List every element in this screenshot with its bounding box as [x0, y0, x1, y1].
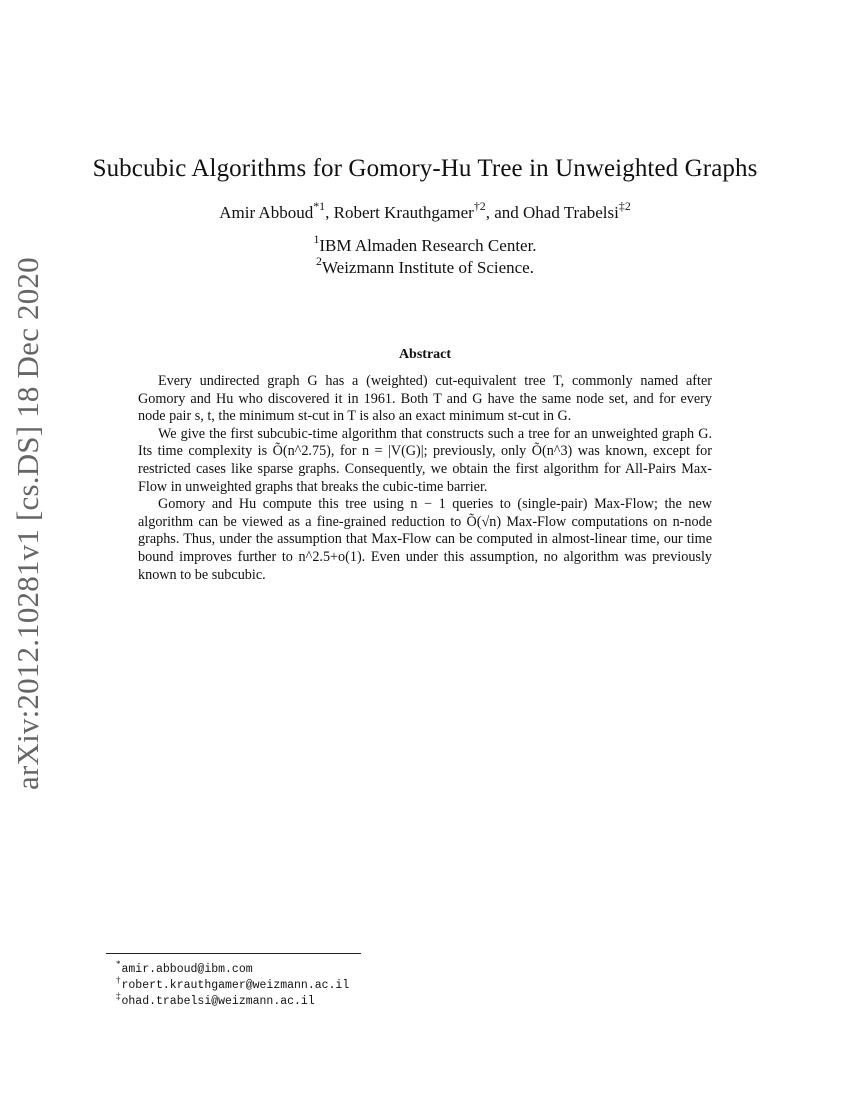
footnote-rule	[106, 953, 361, 954]
arxiv-identifier: arXiv:2012.10281v1 [cs.DS] 18 Dec 2020	[10, 257, 45, 790]
author-separator: , and	[485, 203, 523, 222]
affiliation-name: IBM Almaden Research Center.	[319, 236, 537, 255]
abstract-body	[138, 373, 712, 584]
author-mark: ‡2	[618, 199, 631, 214]
footnote	[116, 975, 349, 992]
footnote	[116, 959, 253, 976]
footnote	[116, 991, 315, 1008]
abstract-paragraph: Every undirected graph G has a (weighted) cut-equivalent tree T, commonly named after Gomory and Hu who discovered it in 1961. Both T and G have the same node set, and for every node pair s, t, the minimum st-cut in T is also an exact minimum st-cut in G.	[138, 373, 712, 425]
footnote-email[interactable]: ohad.trabelsi@weizmann.ac.il	[121, 994, 315, 1008]
author-mark: †2	[473, 199, 486, 214]
affiliation	[0, 232, 850, 256]
affiliation-number: 2	[316, 254, 322, 269]
author-name: Amir Abboud	[219, 203, 314, 222]
affiliation-name: Weizmann Institute of Science.	[321, 258, 534, 277]
author-name: Robert Krauthgamer	[333, 203, 474, 222]
author-separator: ,	[325, 203, 334, 222]
affiliation	[0, 254, 850, 278]
abstract-paragraph: Gomory and Hu compute this tree using n − 1 queries to (single-pair) Max-Flow; the new algorithm can be viewed as a fine-grained reduction to Õ(√n) Max-Flow computations on n-node graphs. Thus, under the assumption that Max-Flow can be computed in almost-linear time, our time bound improves further to n^2.5+o(1). Even under this assumption, no algorithm was previously known to be subcubic.	[138, 496, 712, 583]
abstract-paragraph: We give the first subcubic-time algorithm that constructs such a tree for an unweighted graph G. Its time complexity is Õ(n^2.75), for n = |V(G)|; previously, only Õ(n^3) was known, except for restricted cases like sparse graphs. Consequently, we obtain the first algorithm for All-Pairs Max-Flow in unweighted graphs that breaks the cubic-time barrier.	[138, 425, 712, 495]
paper-title: Subcubic Algorithms for Gomory-Hu Tree in Unweighted Graphs	[92, 155, 758, 182]
author-name: Ohad Trabelsi	[523, 203, 619, 222]
footnote-mark: *	[116, 959, 121, 969]
footnote-email[interactable]: amir.abboud@ibm.com	[121, 962, 253, 976]
footnote-mark: †	[116, 975, 121, 985]
author-list	[0, 199, 850, 223]
footnote-email[interactable]: robert.krauthgamer@weizmann.ac.il	[121, 978, 350, 992]
footnote-mark: ‡	[116, 991, 121, 1001]
abstract-heading: Abstract	[398, 347, 452, 362]
affiliation-number: 1	[313, 232, 320, 247]
author-mark: *1	[313, 199, 326, 214]
